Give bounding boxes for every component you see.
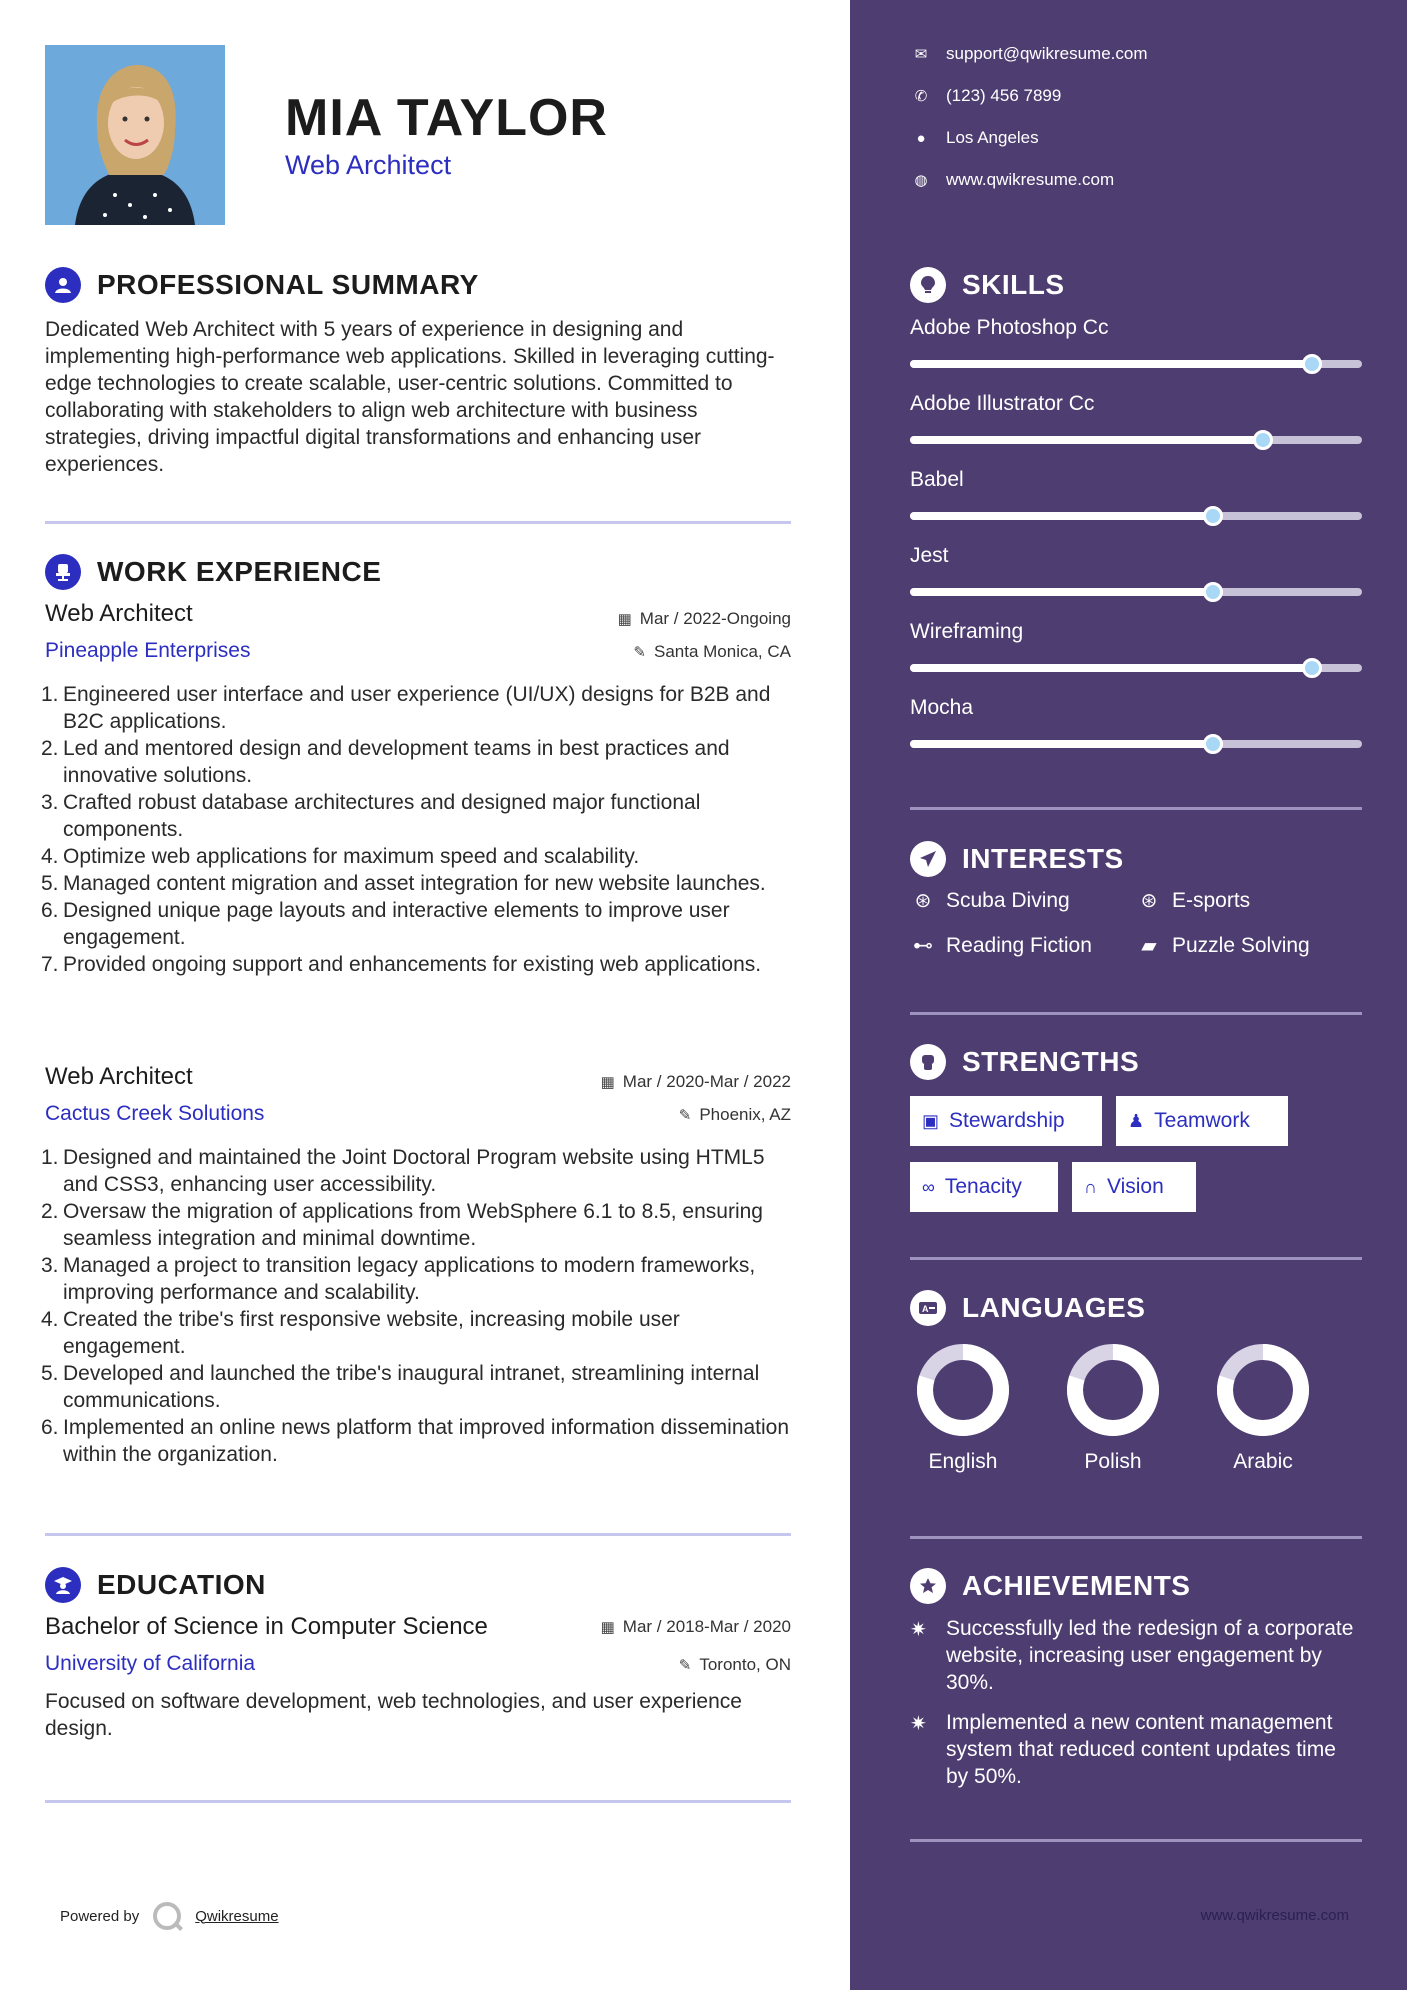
section-divider xyxy=(45,1533,791,1536)
skill-label: Adobe Photoshop Cc xyxy=(910,316,1109,339)
job-location: ✎ Phoenix, AZ xyxy=(678,1105,791,1124)
gamepad-icon: ⊷ xyxy=(913,935,933,957)
list-item: 1. Designed and maintained the Joint Doctoral Program website using HTML5 and CSS3, enhancing user accessibility. xyxy=(41,1146,765,1196)
list-item: 2. Oversaw the migration of applications from WebSphere 6.1 to 8.5, ensuring seamless integration and minimal downtime. xyxy=(41,1200,763,1250)
job-company: Cactus Creek Solutions xyxy=(45,1102,265,1125)
interest-item: ⊷ Reading Fiction xyxy=(910,933,1092,958)
globe-icon: ◍ xyxy=(914,172,928,189)
strengths-title: STRENGTHS xyxy=(962,1046,1140,1077)
interest-item: ▰ Puzzle Solving xyxy=(1136,933,1310,958)
skill-bar-fill xyxy=(910,588,1213,596)
skill-bar xyxy=(910,740,1362,748)
sidebar xyxy=(850,0,1407,1990)
skill-label: Babel xyxy=(910,468,964,491)
footer-url[interactable]: www.qwikresume.com xyxy=(1200,1907,1349,1924)
contact-website[interactable]: ◍ www.qwikresume.com xyxy=(910,170,1114,190)
section-divider xyxy=(910,807,1362,810)
list-item: 3. Crafted robust database architectures and designed major functional components. xyxy=(41,791,701,841)
skill-bar-handle xyxy=(1302,354,1322,374)
skill-bar-handle xyxy=(1253,430,1273,450)
svg-text:A: A xyxy=(922,1304,929,1314)
binoculars-icon: ∩ xyxy=(1084,1176,1097,1197)
lightbulb-icon xyxy=(910,267,946,303)
pin-icon: ✎ xyxy=(678,1107,692,1124)
qwikresume-link[interactable]: Qwikresume xyxy=(195,1907,279,1925)
skill-bar-handle xyxy=(1302,658,1322,678)
skill-bar-handle xyxy=(1203,506,1223,526)
list-item: 4. Optimize web applications for maximum speed and scalability. xyxy=(41,845,640,868)
education-description: Focused on software development, web technologies, and user experience design. xyxy=(45,1690,742,1740)
skill-bar xyxy=(910,664,1362,672)
skill-bar xyxy=(910,360,1362,368)
strength-tag: ♟ Teamwork xyxy=(1116,1096,1288,1146)
star-badge-icon xyxy=(910,1568,946,1604)
map-marker-icon: ● xyxy=(916,129,926,147)
skill-bar-fill xyxy=(910,740,1213,748)
candidate-role: Web Architect xyxy=(285,150,452,180)
link-icon: ∞ xyxy=(922,1176,935,1197)
user-icon xyxy=(45,267,81,303)
achievement-item: ✷ Implemented a new content management system that reduced content updates time by 50%. xyxy=(910,1711,1336,1788)
summary-title: PROFESSIONAL SUMMARY xyxy=(97,269,479,300)
skill-label: Adobe Illustrator Cc xyxy=(910,392,1095,415)
language-item xyxy=(1053,1342,1173,1474)
skill-bar-fill xyxy=(910,360,1312,368)
education-heading xyxy=(45,1567,266,1603)
section-divider xyxy=(910,1536,1362,1539)
skill-label: Jest xyxy=(910,544,949,567)
job-company: Pineapple Enterprises xyxy=(45,639,251,662)
skill-bar-fill xyxy=(910,512,1213,520)
skill-bar-handle xyxy=(1203,582,1223,602)
strength-tag: ▣ Stewardship xyxy=(910,1096,1102,1146)
languages-heading xyxy=(910,1290,1145,1326)
education-title: EDUCATION xyxy=(97,1569,266,1600)
job-title: Web Architect xyxy=(45,600,193,627)
candidate-name: MIA TAYLOR xyxy=(285,89,608,147)
experience-heading xyxy=(45,554,381,590)
achievements-heading xyxy=(910,1568,1190,1604)
profile-photo xyxy=(45,45,225,225)
summary-text: Dedicated Web Architect with 5 years of experience in designing and implementing high-performance web applications. Skilled in leveraging cutting-edge technologies to create scalable, user-centric solutions. Committed to collaborating with stakeholders to align web architecture with business strategies, driving impactful digital transformations and enhancing user experiences. xyxy=(45,318,775,476)
section-divider xyxy=(45,1800,791,1803)
qwikresume-logo-icon xyxy=(153,1902,181,1930)
language-item xyxy=(903,1342,1023,1474)
fist-icon xyxy=(910,1044,946,1080)
contact-location: ● Los Angeles xyxy=(910,128,1039,148)
degree-title: Bachelor of Science in Computer Science xyxy=(45,1613,488,1640)
list-item: 5. Managed content migration and asset integration for new website launches. xyxy=(41,872,766,895)
calendar-icon: ▦ xyxy=(600,1074,615,1091)
language-ring xyxy=(1215,1342,1311,1438)
chair-icon xyxy=(45,554,81,590)
list-item: 7. Provided ongoing support and enhancements for existing web applications. xyxy=(41,953,762,976)
experience-title: WORK EXPERIENCE xyxy=(97,556,382,587)
language-label: English xyxy=(928,1450,998,1473)
section-divider xyxy=(910,1257,1362,1260)
graduate-icon xyxy=(45,1567,81,1603)
envelope-icon: ✉ xyxy=(914,46,928,63)
skill-bar-fill xyxy=(910,436,1263,444)
phone-icon: ✆ xyxy=(914,88,928,105)
life-ring-icon: ⊛ xyxy=(1140,890,1158,912)
job-title: Web Architect xyxy=(45,1063,193,1090)
skill-bar-fill xyxy=(910,664,1312,672)
education-location: ✎ Toronto, ON xyxy=(678,1655,791,1674)
language-label: Polish xyxy=(1084,1450,1142,1473)
life-ring-icon: ⊛ xyxy=(914,890,932,912)
school-name: University of California xyxy=(45,1652,256,1675)
language-item xyxy=(1203,1342,1323,1474)
users-icon: ♟ xyxy=(1128,1110,1145,1131)
interest-item: ⊛ Scuba Diving xyxy=(910,888,1070,913)
job-bullets xyxy=(41,1144,790,1468)
achievement-item: ✷ Successfully led the redesign of a corporate website, increasing user engagement by 30%. xyxy=(910,1617,1354,1694)
section-divider xyxy=(910,1012,1362,1015)
job-date: ▦ Mar / 2020-Mar / 2022 xyxy=(600,1072,791,1091)
language-icon xyxy=(910,1290,946,1326)
contact-email[interactable]: ✉ support@qwikresume.com xyxy=(910,44,1148,64)
skill-label: Mocha xyxy=(910,696,974,719)
skills-heading xyxy=(910,267,1065,303)
list-item: 6. Implemented an online news platform that improved information dissemination within the organization. xyxy=(41,1416,790,1466)
skill-bar xyxy=(910,512,1362,520)
skill-bar-handle xyxy=(1203,734,1223,754)
contact-phone[interactable]: ✆ (123) 456 7899 xyxy=(910,86,1061,106)
language-label: Arabic xyxy=(1233,1450,1293,1473)
skill-bar xyxy=(910,436,1362,444)
calendar-icon: ▦ xyxy=(617,611,632,628)
education-date: ▦ Mar / 2018-Mar / 2020 xyxy=(600,1617,791,1636)
calendar-icon: ▦ xyxy=(600,1619,615,1636)
interest-item: ⊛ E-sports xyxy=(1136,888,1250,913)
skill-bar xyxy=(910,588,1362,596)
briefcase-icon: ▣ xyxy=(922,1110,940,1131)
section-divider xyxy=(45,521,791,524)
list-item: 6. Designed unique page layouts and interactive elements to improve user engagement. xyxy=(41,899,730,949)
job-date: ▦ Mar / 2022-Ongoing xyxy=(617,609,791,628)
pin-icon: ✎ xyxy=(633,644,646,661)
list-item: 4. Created the tribe's first responsive website, increasing mobile user engagement. xyxy=(41,1308,680,1358)
language-ring xyxy=(1065,1342,1161,1438)
job-location: ✎ Santa Monica, CA xyxy=(633,642,791,661)
list-item: 3. Managed a project to transition legacy applications to modern frameworks, improving performance and scalability. xyxy=(41,1254,756,1304)
strength-tag: ∞ Tenacity xyxy=(910,1162,1058,1212)
strengths-heading xyxy=(910,1044,1139,1080)
list-item: 2. Led and mentored design and development teams in best practices and innovative solutions. xyxy=(41,737,730,787)
star-icon: ✷ xyxy=(910,1713,927,1735)
summary-heading xyxy=(45,267,479,303)
star-icon: ✷ xyxy=(910,1619,927,1641)
pin-icon: ✎ xyxy=(678,1657,692,1674)
skill-label: Wireframing xyxy=(910,620,1024,643)
list-item: 1. Engineered user interface and user experience (UI/UX) designs for B2B and B2C applications. xyxy=(41,683,771,733)
list-item: 5. Developed and launched the tribe's inaugural intranet, streamlining internal communications. xyxy=(41,1362,760,1412)
achievements-title: ACHIEVEMENTS xyxy=(962,1570,1191,1601)
interests-title: INTERESTS xyxy=(962,843,1124,874)
powered-by: Powered by Qwikresume xyxy=(60,1902,279,1930)
interests-heading xyxy=(910,841,1124,877)
languages-title: LANGUAGES xyxy=(962,1292,1146,1323)
strength-tag: ∩ Vision xyxy=(1072,1162,1196,1212)
paper-plane-icon xyxy=(910,841,946,877)
section-divider xyxy=(910,1839,1362,1842)
job-bullets xyxy=(41,681,790,978)
skills-title: SKILLS xyxy=(962,269,1065,300)
book-icon: ▰ xyxy=(1141,935,1157,957)
language-ring xyxy=(915,1342,1011,1438)
